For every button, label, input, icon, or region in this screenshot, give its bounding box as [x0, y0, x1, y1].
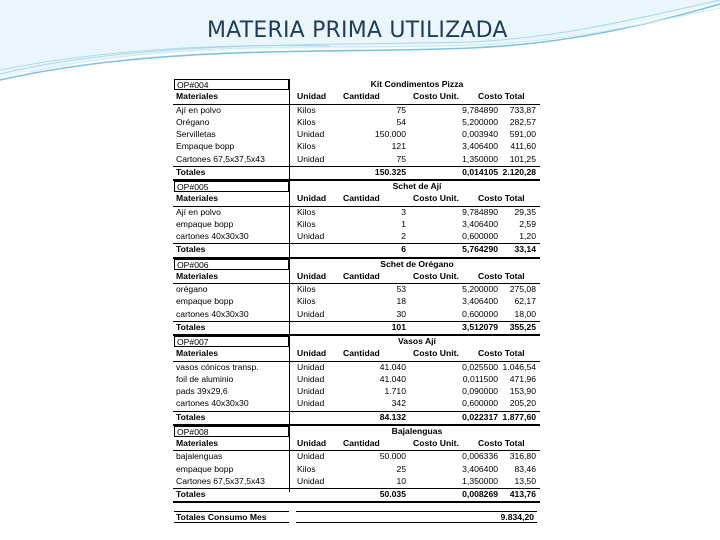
material-row	[173, 231, 540, 243]
column-header-row	[173, 193, 540, 206]
grand-total-row	[173, 511, 540, 523]
material-row	[173, 309, 540, 321]
op-title-row	[173, 426, 540, 438]
material-total-cost: 1,20	[519, 231, 536, 241]
totals-quantity: 50.035	[379, 489, 406, 499]
totals-row	[173, 488, 540, 503]
op-number: OP#006	[174, 259, 289, 270]
material-name: Empaque bopp	[176, 141, 235, 152]
material-row	[173, 219, 540, 231]
material-quantity: 75	[396, 153, 406, 164]
material-unit: Unidad	[297, 129, 325, 139]
header-unidad: Unidad	[297, 348, 327, 359]
material-unit: Unidad	[297, 398, 325, 409]
totals-quantity: 150.325	[374, 166, 406, 177]
material-total-cost: 275,08	[509, 284, 536, 294]
material-unit: Kilos	[297, 141, 316, 152]
totals-label: Totales	[176, 489, 206, 499]
material-quantity: 41.040	[379, 361, 406, 372]
material-unit-cost: 3,406400	[462, 463, 498, 474]
header-materiales: Materiales	[176, 193, 219, 204]
totals-label: Totales	[176, 411, 206, 422]
op-block	[173, 79, 540, 181]
op-title-row	[173, 336, 540, 348]
grand-total-value: 9.834,20	[296, 511, 537, 523]
material-unit: Unidad	[297, 451, 325, 462]
op-title-row	[173, 79, 540, 91]
material-total-cost: 471,96	[509, 373, 536, 384]
header-materiales: Materiales	[176, 438, 219, 448]
header-cantidad: Cantidad	[343, 91, 380, 102]
material-row	[173, 154, 540, 166]
material-row	[173, 105, 540, 117]
material-unit: Kilos	[297, 463, 316, 474]
totals-unit-cost: 0,008269	[462, 489, 498, 499]
material-row	[173, 374, 540, 386]
material-unit: Kilos	[297, 284, 316, 294]
op-title-row	[173, 259, 540, 271]
totals-unit-cost: 3,512079	[462, 321, 498, 332]
totals-label: Totales	[176, 321, 206, 332]
material-unit-cost: 9,784890	[462, 206, 498, 217]
totals-total-cost: 1.877,60	[502, 411, 536, 422]
material-name: cartones 40x30x30	[176, 308, 249, 319]
material-unit: Unidad	[297, 373, 325, 384]
totals-quantity: 101	[391, 321, 406, 332]
material-name: cartones 40x30x30	[176, 398, 249, 409]
material-name: Ají en polvo	[176, 104, 221, 115]
product-name: Vasos Ají	[398, 336, 436, 346]
material-quantity: 18	[396, 296, 406, 307]
material-row	[173, 451, 540, 463]
material-total-cost: 62,17	[514, 296, 536, 307]
material-unit: Kilos	[297, 116, 316, 127]
header-materiales: Materiales	[176, 91, 219, 102]
header-cantidad: Cantidad	[343, 348, 380, 359]
op-title-row	[173, 181, 540, 193]
material-name: bajalenguas	[176, 451, 223, 462]
header-costo-unit: Costo Unit.	[413, 193, 459, 204]
material-quantity: 10	[396, 475, 406, 486]
op-number: OP#004	[174, 79, 289, 90]
material-total-cost: 2,59	[519, 218, 536, 229]
op-block	[173, 259, 540, 337]
material-row	[173, 207, 540, 219]
material-name: vasos cónicos transp.	[176, 361, 259, 372]
material-name: Ají en polvo	[176, 206, 221, 217]
header-costo-unit: Costo Unit.	[413, 348, 459, 359]
material-unit: Kilos	[297, 104, 316, 115]
column-divider	[289, 79, 290, 492]
material-unit-cost: 5,200000	[462, 116, 498, 127]
header-cantidad: Cantidad	[343, 193, 380, 204]
header-unidad: Unidad	[297, 193, 327, 204]
material-name: foil de aluminio	[176, 373, 234, 384]
material-total-cost: 1.046,54	[502, 361, 536, 372]
material-unit: Kilos	[297, 206, 316, 217]
material-quantity: 121	[391, 141, 406, 152]
material-row	[173, 141, 540, 153]
column-header-row	[173, 348, 540, 361]
material-quantity: 2	[401, 231, 406, 241]
material-unit-cost: 0,011500	[462, 373, 498, 384]
material-row	[173, 129, 540, 141]
material-row	[173, 464, 540, 476]
material-quantity: 1	[401, 218, 406, 229]
material-total-cost: 205,20	[509, 398, 536, 409]
header-cantidad: Cantidad	[343, 438, 380, 448]
header-costo-total: Costo Total	[478, 193, 525, 204]
material-unit: Kilos	[297, 296, 316, 307]
material-row	[173, 386, 540, 398]
material-quantity: 3	[401, 206, 406, 217]
header-materiales: Materiales	[176, 270, 219, 281]
op-block	[173, 181, 540, 259]
material-quantity: 50.000	[379, 451, 406, 462]
material-quantity: 1.710	[384, 386, 406, 396]
material-total-cost: 153,90	[509, 386, 536, 396]
material-row	[173, 398, 540, 410]
header-costo-total: Costo Total	[478, 438, 525, 448]
column-header-row	[173, 438, 540, 451]
material-unit-cost: 0,090000	[462, 386, 498, 396]
product-name: Schet de Orégano	[380, 258, 454, 269]
totals-row	[173, 243, 540, 258]
material-unit-cost: 0,600000	[462, 398, 498, 409]
material-name: Orégano	[176, 116, 210, 127]
column-header-row	[173, 91, 540, 104]
material-row	[173, 476, 540, 488]
header-costo-total: Costo Total	[478, 348, 525, 359]
material-total-cost: 411,60	[510, 141, 536, 152]
material-unit: Unidad	[297, 231, 325, 241]
material-name: orégano	[176, 284, 208, 294]
material-row	[173, 284, 540, 296]
material-unit: Unidad	[297, 153, 325, 164]
material-unit-cost: 3,406400	[462, 218, 498, 229]
material-quantity: 30	[396, 308, 406, 319]
material-total-cost: 316,80	[509, 451, 536, 462]
material-unit-cost: 0,600000	[462, 231, 498, 241]
totals-unit-cost: 0,014105	[462, 166, 498, 177]
totals-label: Totales	[176, 166, 206, 177]
material-total-cost: 591,00	[509, 129, 536, 139]
material-unit-cost: 0,025500	[462, 361, 498, 372]
material-unit-cost: 1,350000	[462, 475, 498, 486]
totals-row	[173, 166, 540, 181]
totals-total-cost: 413,76	[509, 489, 536, 499]
product-name: Bajalenguas	[391, 425, 443, 436]
material-unit: Unidad	[297, 361, 325, 372]
material-quantity: 342	[391, 398, 406, 409]
header-costo-unit: Costo Unit.	[413, 438, 459, 448]
header-costo-unit: Costo Unit.	[413, 91, 459, 102]
op-number: OP#005	[174, 181, 289, 192]
op-number: OP#008	[174, 426, 289, 437]
totals-quantity: 84.132	[379, 411, 406, 422]
material-unit: Kilos	[297, 218, 316, 229]
material-name: Servilletas	[176, 129, 216, 139]
material-row	[173, 117, 540, 129]
material-unit-cost: 3,406400	[462, 296, 498, 307]
material-name: empaque bopp	[176, 463, 234, 474]
op-block	[173, 336, 540, 426]
header-unidad: Unidad	[297, 270, 327, 281]
header-costo-total: Costo Total	[478, 91, 525, 102]
material-quantity: 75	[396, 104, 406, 115]
material-quantity: 25	[396, 463, 406, 474]
material-total-cost: 733,87	[509, 104, 536, 115]
material-name: Cartones 67,5x37,5x43	[176, 475, 265, 486]
totals-total-cost: 33,14	[514, 244, 536, 255]
material-unit-cost: 0,006336	[462, 451, 498, 462]
material-unit: Unidad	[297, 475, 325, 486]
material-unit-cost: 9,784890	[462, 104, 498, 115]
material-unit-cost: 1,350000	[462, 153, 498, 164]
header-unidad: Unidad	[297, 91, 327, 102]
totals-label: Totales	[176, 244, 206, 255]
header-unidad: Unidad	[297, 438, 327, 448]
totals-row	[173, 411, 540, 426]
grand-total-label: Totales Consumo Mes	[174, 511, 289, 523]
totals-total-cost: 355,25	[509, 321, 536, 332]
totals-quantity: 6	[401, 244, 406, 255]
column-header-row	[173, 271, 540, 284]
header-materiales: Materiales	[176, 348, 219, 359]
material-total-cost: 83,46	[514, 463, 536, 474]
material-quantity: 41.040	[379, 373, 406, 384]
totals-total-cost: 2.120,28	[502, 166, 536, 177]
product-name: Kit Condimentos Pizza	[370, 79, 464, 89]
material-unit: Unidad	[297, 308, 325, 319]
material-total-cost: 101,25	[509, 153, 536, 164]
material-total-cost: 29,35	[514, 206, 536, 217]
totals-row	[173, 321, 540, 336]
op-number: OP#007	[174, 336, 289, 347]
slide-title: MATERIA PRIMA UTILIZADA	[207, 18, 508, 43]
material-quantity: 54	[396, 116, 406, 127]
material-unit-cost: 0,600000	[462, 308, 498, 319]
material-name: Cartones 67,5x37,5x43	[176, 153, 265, 164]
material-name: pads 39x29,6	[176, 386, 228, 396]
material-unit: Unidad	[297, 386, 325, 396]
product-name: Schet de Ají	[392, 181, 442, 191]
material-unit-cost: 0,003940	[462, 129, 498, 139]
totals-unit-cost: 0,022317	[462, 411, 498, 422]
material-name: cartones 40x30x30	[176, 231, 249, 241]
material-quantity: 53	[396, 284, 406, 294]
material-total-cost: 282,57	[509, 116, 536, 127]
material-row	[173, 362, 540, 374]
material-name: empaque bopp	[176, 218, 234, 229]
material-name: empaque bopp	[176, 296, 234, 307]
header-costo-total: Costo Total	[478, 270, 525, 281]
material-unit-cost: 3,406400	[462, 141, 498, 152]
material-quantity: 150.000	[374, 129, 406, 139]
header-cantidad: Cantidad	[343, 270, 380, 281]
material-total-cost: 18,00	[514, 308, 536, 319]
material-unit-cost: 5,200000	[462, 284, 498, 294]
material-row	[173, 296, 540, 308]
op-block	[173, 426, 540, 504]
header-costo-unit: Costo Unit.	[413, 270, 459, 281]
material-total-cost: 13,50	[514, 475, 536, 486]
totals-unit-cost: 5,764290	[462, 244, 498, 255]
materia-prima-table	[173, 79, 540, 523]
